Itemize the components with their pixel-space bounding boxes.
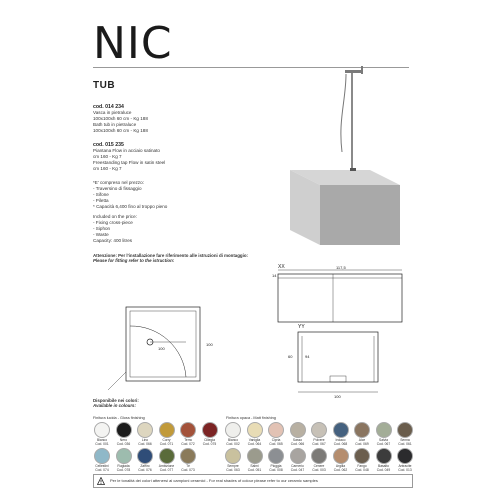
- warning-icon: [97, 477, 105, 485]
- swatch-dot: [180, 422, 196, 438]
- swatch-code: Cod. 076: [138, 468, 152, 472]
- swatch-code: Cod. 072: [181, 442, 195, 446]
- matt-label: Finitura opaca - Matt finishing: [226, 416, 276, 420]
- colour-swatch: [91, 448, 113, 472]
- swatch-dot: [137, 422, 153, 438]
- colours-heading: [93, 398, 139, 408]
- colour-swatch: [244, 448, 266, 472]
- included-it-item: * Capacità 6,400 fino al troppo pieno: [93, 204, 168, 209]
- notice-en: Please for fitting refer to the istruction:: [93, 258, 175, 263]
- tub-line: Vasca in pietraluce: [93, 110, 132, 115]
- swatch-code: Cod. 051: [247, 468, 262, 472]
- tub-code: cod. 014 234: [93, 104, 124, 110]
- swatch-dot: [311, 422, 327, 438]
- colour-swatch: [265, 422, 287, 446]
- swatch-dot: [94, 422, 110, 438]
- technical-drawings: [88, 262, 418, 402]
- colour-swatch: [177, 422, 199, 446]
- colour-swatch: [113, 448, 135, 472]
- included-it-item: - Sifone: [93, 192, 109, 197]
- colour-swatch: [351, 422, 373, 446]
- notice-it: Attenzione: Per l'installazione fare riferimento alle istruzioni di montaggio:: [93, 253, 248, 258]
- swatch-name: Pioggia: [270, 464, 282, 468]
- colour-swatch: [177, 448, 199, 472]
- swatch-code: Cod. 008: [269, 468, 283, 472]
- colour-swatch: [373, 422, 395, 446]
- colour-swatch: [351, 448, 373, 472]
- included-en-item: - Siphon: [93, 226, 111, 231]
- included-en-item: Capacity: 400 litres: [93, 238, 133, 243]
- swatch-dot: [311, 448, 327, 464]
- product-render: [250, 60, 420, 250]
- top-view-label: 100: [158, 346, 165, 351]
- colour-swatch: [308, 422, 330, 446]
- swatch-dot: [202, 422, 218, 438]
- swatch-code: Cod. 067: [312, 442, 326, 446]
- section-xx-label: XX: [278, 264, 285, 270]
- swatch-dot: [290, 422, 306, 438]
- colour-swatch: [287, 422, 309, 446]
- swatch-code: Cod. 049: [376, 468, 391, 472]
- included-it: [93, 180, 253, 210]
- tub-body: [290, 168, 400, 245]
- swatch-code: Cod. 064: [247, 442, 262, 446]
- colour-swatch: [244, 422, 266, 446]
- swatch-dot: [354, 448, 370, 464]
- swatch-name: Terra: [184, 438, 192, 442]
- swatch-dot: [225, 448, 241, 464]
- swatch-name: Cenere: [313, 464, 325, 468]
- top-view-side: 100: [206, 342, 213, 347]
- swatch-name: Bianco: [227, 438, 239, 442]
- swatch-code: Cod. 013: [398, 468, 412, 472]
- swatch-name: Vaniglia: [248, 438, 261, 442]
- swatch-name: Alce: [358, 438, 366, 442]
- swatch-name: Cipria: [271, 438, 281, 442]
- swatch-name: Senna: [400, 438, 410, 442]
- swatch-name: Zaffiro: [140, 464, 150, 468]
- dim-94: 94: [305, 354, 310, 359]
- dim-117: 117,5: [336, 265, 346, 270]
- included-it-item: - Traversino di fissaggio: [93, 186, 142, 191]
- swatch-code: Cod. 003: [312, 468, 326, 472]
- swatch-code: Cod. 063: [226, 468, 240, 472]
- swatch-code: Cod. 047: [290, 468, 305, 472]
- swatch-name: Nero: [119, 438, 128, 442]
- swatch-code: Cod. 001: [95, 442, 109, 446]
- swatch-name: Polvere: [313, 438, 325, 442]
- top-view-drawing: [108, 307, 200, 390]
- swatch-dot: [333, 448, 349, 464]
- swatch-dot: [116, 422, 132, 438]
- swatch-name: Salmi: [250, 464, 259, 468]
- swatch-dot: [397, 448, 413, 464]
- colour-swatch: [91, 422, 113, 446]
- swatch-name: Fango: [357, 464, 367, 468]
- swatch-code: Cod. 075: [202, 442, 217, 446]
- swatch-name: Salvia: [379, 438, 388, 442]
- section-yy-drawing: [298, 332, 378, 392]
- swatch-code: Cod. 062: [333, 468, 348, 472]
- colour-swatch: [394, 422, 416, 446]
- colour-swatch: [265, 448, 287, 472]
- swatch-name: Tè: [186, 464, 190, 468]
- swatch-name: Indaco: [335, 438, 346, 442]
- included-it-item: - Piletta: [93, 198, 109, 203]
- swatch-dot: [268, 422, 284, 438]
- dim-100: 100: [334, 394, 341, 399]
- swatch-code: Cod. 071: [159, 442, 174, 446]
- swatch-name: Antracite: [398, 464, 412, 468]
- included-it-heading: *E' compreso nel prezzo:: [93, 180, 144, 185]
- tub-line: 100x100xh 60 cm - Kg 188: [93, 128, 148, 133]
- swatch-name: Cellestini: [95, 464, 109, 468]
- swatch-dot: [333, 422, 349, 438]
- swatch-code: Cod. 066: [138, 442, 152, 446]
- dim-60: 60: [288, 354, 293, 359]
- colour-swatch: [134, 448, 156, 472]
- swatch-dot: [376, 448, 392, 464]
- colours-heading-it: Disponibile nei colori:: [93, 398, 139, 403]
- colour-swatch: [156, 448, 178, 472]
- swatch-dot: [397, 422, 413, 438]
- footer-note: [93, 474, 413, 488]
- swatch-dot: [247, 422, 263, 438]
- dim-14: 14: [272, 273, 277, 278]
- included-en-item: - Fixing cross-piece: [93, 220, 133, 225]
- section-yy-label: YY: [298, 324, 305, 330]
- swatch-dot: [376, 422, 392, 438]
- swatch-code: Cod. 061: [398, 442, 412, 446]
- swatch-name: Ciliegia: [204, 438, 215, 442]
- colour-swatch: [394, 448, 416, 472]
- swatch-name: Basalto: [378, 464, 389, 468]
- included-en-heading: Included on the price:: [93, 214, 137, 219]
- swatch-name: Lino: [141, 438, 149, 442]
- colour-swatch: [373, 448, 395, 472]
- swatch-code: Cod. 065: [269, 442, 283, 446]
- swatch-name: Rugiada: [117, 464, 130, 468]
- freestanding-tap: [341, 66, 363, 170]
- tap-line: Freestanding tap Flow in satin steel: [93, 160, 166, 165]
- swatch-code: Cod. 073: [181, 468, 195, 472]
- colour-swatch: [222, 448, 244, 472]
- tap-line: Piantana Flow in acciaio satinato: [93, 148, 160, 153]
- included-en: [93, 214, 253, 244]
- swatch-name: Curry: [162, 438, 171, 442]
- swatch-dot: [180, 448, 196, 464]
- tap-code: cod. 015 235: [93, 142, 124, 148]
- swatch-code: Cod. 036: [116, 442, 131, 446]
- swatch-code: Cod. 074: [95, 468, 109, 472]
- swatch-dot: [290, 448, 306, 464]
- colour-swatch: [199, 422, 221, 446]
- swatch-name: Sempre: [227, 464, 239, 468]
- swatch-code: Cod. 066: [290, 442, 305, 446]
- gloss-label: Finitura lucida - Gloss finishing: [93, 416, 145, 420]
- swatch-code: Cod. 077: [159, 468, 174, 472]
- swatch-code: Cod. 048: [355, 468, 369, 472]
- brand-logo: NIC: [93, 18, 173, 69]
- tub-line: 100x100xh 60 cm - Kg 188: [93, 116, 148, 121]
- swatch-dot: [159, 422, 175, 438]
- swatch-dot: [247, 448, 263, 464]
- colours-heading-en: Available in colours:: [93, 403, 136, 408]
- colour-swatch: [287, 448, 309, 472]
- swatch-dot: [225, 422, 241, 438]
- swatch-dot: [94, 448, 110, 464]
- swatch-name: Carnerio: [291, 464, 304, 468]
- swatch-code: Cod. 078: [116, 468, 131, 472]
- swatch-dot: [354, 422, 370, 438]
- swatch-code: Cod. 068: [333, 442, 348, 446]
- swatch-name: Argilla: [335, 464, 346, 468]
- colour-swatch: [156, 422, 178, 446]
- swatch-dot: [116, 448, 132, 464]
- swatch-code: Cod. 067: [376, 442, 391, 446]
- colour-swatch: [134, 422, 156, 446]
- swatch-name: Ambizione: [158, 464, 175, 468]
- section-xx-drawing: [278, 270, 402, 322]
- tap-line: cm 160 - Kg 7: [93, 166, 122, 171]
- spec-tub: [93, 104, 253, 134]
- swatch-name: Sasso: [292, 438, 303, 442]
- colour-swatch: [222, 422, 244, 446]
- colour-swatch: [330, 422, 352, 446]
- tap-line: cm 160 - Kg 7: [93, 154, 122, 159]
- footer-text: Per le tonalità dei colori attenersi ai campioni ceramici - For real shades of colour please refer to our ceramic samples: [110, 478, 318, 483]
- spec-tap: [93, 142, 253, 172]
- swatch-code: Cod. 002: [226, 442, 240, 446]
- included-en-item: - Waste: [93, 232, 109, 237]
- swatch-dot: [159, 448, 175, 464]
- product-title: TUB: [93, 80, 116, 91]
- swatch-dot: [268, 448, 284, 464]
- swatch-code: Cod. 069: [355, 442, 369, 446]
- tub-line: Bath tub in pietraluce: [93, 122, 137, 127]
- colour-swatch: [113, 422, 135, 446]
- swatch-name: Bianco: [96, 438, 108, 442]
- colour-swatch: [330, 448, 352, 472]
- colour-swatch: [308, 448, 330, 472]
- swatch-dot: [137, 448, 153, 464]
